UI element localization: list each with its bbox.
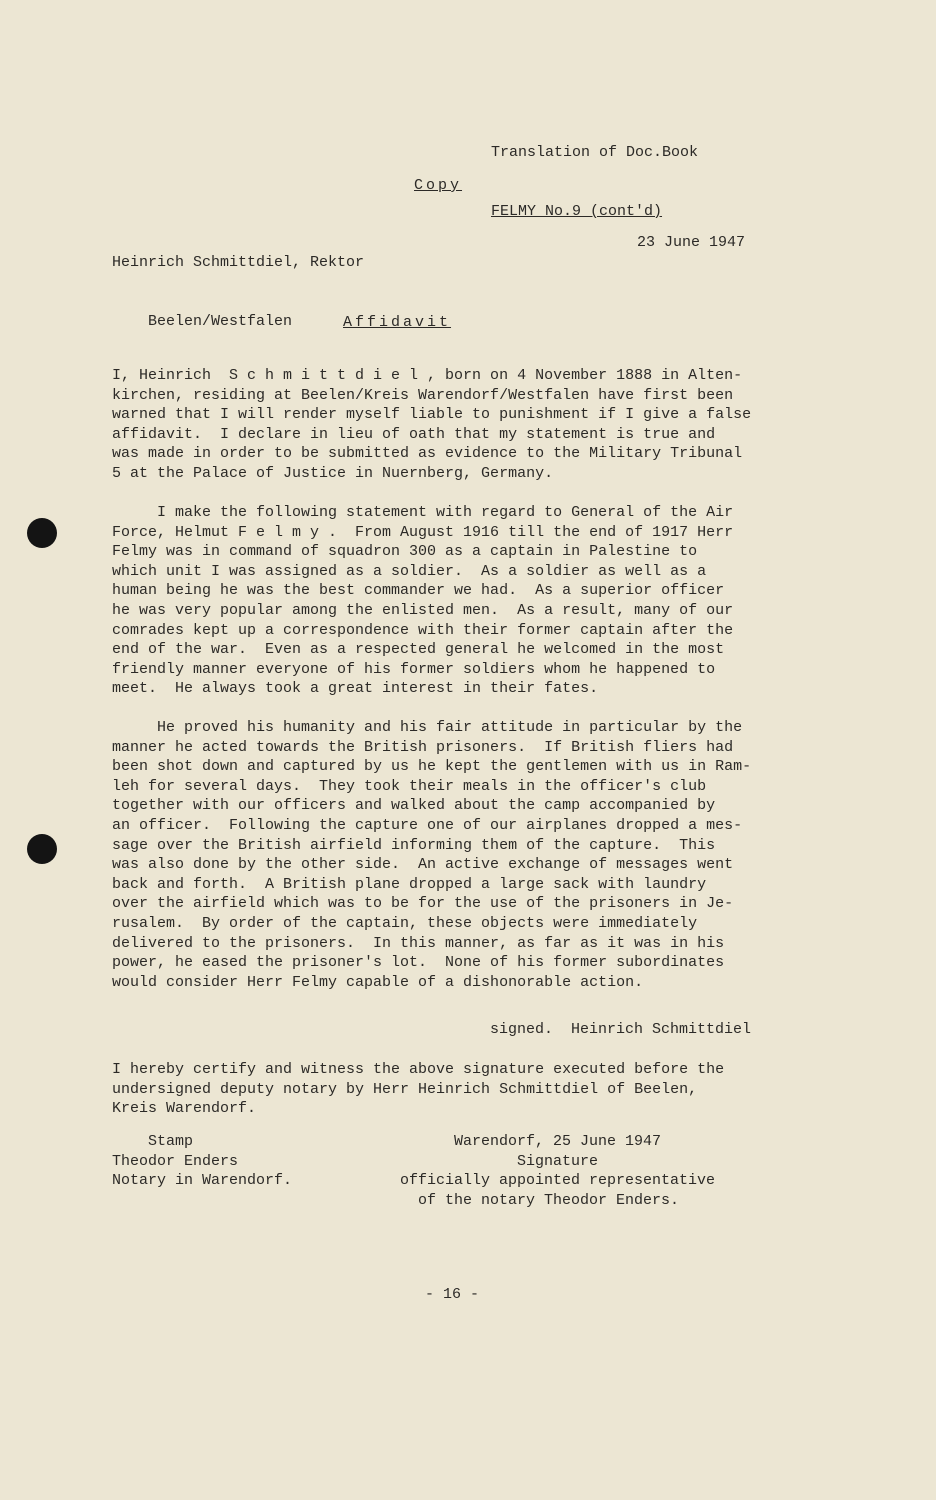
notary-certification: I hereby certify and witness the above signature executed before the undersigned deputy notary by Herr Heinrich Schmittdiel of Beelen, Kreis Warendorf. [112, 1061, 725, 1118]
paragraph-prisoners: He proved his humanity and his fair attitude in particular by the manner he acted towards the British prisoners. If British fliers had been shot down and captured by us he kept the gentlemen with us in Ram- leh for several days. They took their meals in the officer's club together with our officers and walked about the camp accompanied by an officer. Following the capture one of our airplanes dropped a mes- sage over the British airfield informing them of the capture. This was also done by the other side. An active exchange of messages went back and forth. A British plane dropped a large sack with laundry over the airfield which was to be for the use of the prisoners in Je- rusalem. By order of the captain, these objects were immediately delivered to the prisoners. In this manner, as far as it was in his power, he eased the prisoner's lot. None of his former subordinates would consider Herr Felmy capable of a dishonorable action. [112, 719, 752, 991]
notary-stamp-block: Stamp Theodor Enders Notary in Warendorf. [112, 1133, 293, 1190]
signature-line: signed. Heinrich Schmittdiel [490, 1021, 752, 1038]
paragraph-declaration: I, Heinrich S c h m i t t d i e l , born on 4 November 1888 in Alten- kirchen, residing at Beelen/Kreis Warendorf/Westfalen have first been warned that I will render myself liable to punishment if I give a false affidavit. I declare in lieu of oath that my statement is true and was made in order to be submitted as evidence to the Military Tribunal 5 at the Palace of Justice in Nuernberg, Germany. [112, 367, 752, 482]
page-number: - 16 - [425, 1286, 480, 1303]
reference-line-1: Translation of Doc.Book [491, 144, 699, 162]
sender-location: Beelen/Westfalen [112, 312, 293, 330]
sender-name: Heinrich Schmittdiel, Rektor [112, 254, 365, 272]
punch-hole-bottom [27, 834, 57, 864]
copy-heading: Copy [414, 177, 463, 194]
paragraph-statement: I make the following statement with regard to General of the Air Force, Helmut F e l m y . From August 1916 till the end of 1917 Herr Felmy was in command of squadron 300 as a captain in Palestine to which unit I was assigned as a soldier. As a soldier as well as a human being he was the best commander we had. As a superior officer he was very popular among the enlisted men. As a result, many of our comrades kept up a correspondence with their former captain after the end of the war. Even as a respected general he welcomed in the most friendly manner everyone of his former soldiers whom he happened to meet. He always took a great interest in their fates. [112, 504, 734, 698]
punch-hole-top [27, 518, 57, 548]
document-date: 23 June 1947 [637, 234, 746, 251]
reference-line-2: FELMY No.9 (cont'd) [491, 202, 663, 220]
notary-signature-block: Warendorf, 25 June 1947 Signature officially appointed representative of the notary Theodor Enders. [400, 1133, 716, 1209]
sender-block [112, 214, 364, 371]
affidavit-heading: Affidavit [343, 314, 452, 331]
